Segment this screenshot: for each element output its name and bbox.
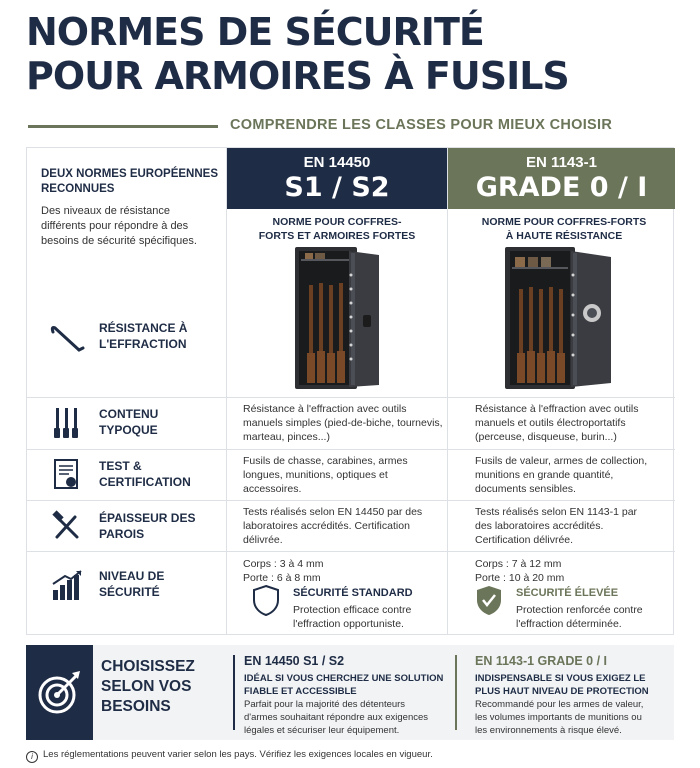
choose-s1-subheading: IDÉAL SI VOUS CHERCHEZ UNE SOLUTION FIABLE ET ACCESSIBLE bbox=[244, 673, 444, 697]
choose-s1-text: Parfait pour la majorité des détenteurs d'armes souhaitant répondre aux exigences légales et sécuriser leur équipement. bbox=[244, 699, 429, 736]
intro-text: Des niveaux de résistance différents pour répondre à des besoins de sécurité spécifiques. bbox=[41, 205, 197, 247]
page-subtitle: COMPRENDRE LES CLASSES POUR MIEUX CHOISIR bbox=[230, 117, 613, 133]
column-header-en14450 bbox=[227, 148, 447, 209]
column-grade: S1 / S2 bbox=[284, 172, 390, 203]
choose-icon-box bbox=[26, 645, 93, 740]
gun-safe-grade-image bbox=[501, 245, 617, 393]
crowbar-icon bbox=[49, 322, 85, 356]
row-label-epaisseur: ÉPAISSEUR DES PAROIS bbox=[99, 511, 196, 541]
shield-outline-icon bbox=[252, 584, 280, 616]
choose-g0-heading: EN 1143-1 GRADE 0 / I bbox=[475, 654, 608, 668]
info-icon: i bbox=[26, 751, 38, 763]
gun-safe-s1-image bbox=[289, 245, 385, 393]
separator bbox=[455, 655, 457, 730]
cell-s1-contenu: Résistance à l'effraction avec outils manuels simples (pied-de-biche, tournevis, marteau, pinces...) bbox=[243, 403, 443, 443]
security-elevee-title: SÉCURITÉ ÉLEVÉE bbox=[516, 587, 619, 599]
cell-s1-test: Fusils de chasse, carabines, armes longues, munitions, optiques et accessoires. bbox=[243, 455, 408, 495]
row-divider bbox=[27, 449, 675, 450]
security-standard-text: Protection efficace contre l'effraction opportuniste. bbox=[293, 604, 412, 630]
row-divider bbox=[27, 397, 675, 398]
row-divider bbox=[27, 500, 675, 501]
choose-s1-heading: EN 14450 S1 / S2 bbox=[244, 654, 345, 668]
security-elevee-text: Protection renforcée contre l'effraction déterminée. bbox=[516, 604, 643, 630]
subtitle-rule bbox=[28, 125, 218, 128]
choose-g0-text: Recommandé pour les armes de valeur, les volumes importants de munitions ou les environnements à risque élevé. bbox=[475, 699, 644, 736]
column-divider bbox=[226, 148, 227, 634]
page-title bbox=[26, 10, 676, 98]
separator bbox=[233, 655, 235, 730]
footer-text: Les réglementations peuvent varier selon les pays. Vérifiez les exigences locales en vigueur. bbox=[43, 749, 433, 760]
row-label-niveau: NIVEAU DE SÉCURITÉ bbox=[99, 569, 165, 599]
cell-g0-test: Fusils de valeur, armes de collection, munitions en grande quantité, documents sensibles. bbox=[475, 455, 648, 495]
title-line-1: NORMES DE SÉCURITÉ bbox=[26, 10, 484, 54]
footer-note bbox=[26, 749, 433, 763]
bar-chart-arrow-icon bbox=[49, 568, 85, 602]
column-header-en1143 bbox=[448, 148, 675, 209]
choose-title: CHOISISSEZ SELON VOS BESOINS bbox=[101, 658, 195, 715]
choose-g0-subheading: INDISPENSABLE SI VOUS EXIGEZ LE PLUS HAUT NIVEAU DE PROTECTION bbox=[475, 673, 649, 697]
target-arrow-icon bbox=[26, 645, 93, 740]
choose-section bbox=[26, 645, 674, 740]
rifles-icon bbox=[49, 406, 85, 440]
cell-s1-epaisseur: Tests réalisés selon EN 14450 par des laboratoires accrédités. Certification délivrée. bbox=[243, 506, 423, 546]
comparison-table bbox=[26, 147, 674, 635]
column-grade: GRADE 0 / I bbox=[475, 172, 648, 203]
intro-heading: DEUX NORMES EUROPÉENNES RECONNUES bbox=[41, 168, 219, 195]
certificate-icon bbox=[49, 458, 85, 492]
norm-description: NORME POUR COFFRES-FORTS ET ARMOIRES FORTES bbox=[258, 216, 416, 242]
shield-check-icon bbox=[475, 584, 503, 616]
row-label-test: TEST & CERTIFICATION bbox=[99, 459, 191, 489]
column-code: EN 1143-1 bbox=[526, 154, 597, 171]
row-divider bbox=[27, 551, 675, 552]
cell-s1-niveau: Corps : 3 à 4 mm Porte : 6 à 8 mm bbox=[243, 558, 324, 584]
cell-g0-contenu: Résistance à l'effraction avec outils manuels et outils électroportatifs (perceuse, disqueuse, burin...) bbox=[475, 403, 639, 443]
title-line-2: POUR ARMOIRES À FUSILS bbox=[26, 54, 569, 98]
cell-g0-epaisseur: Tests réalisés selon EN 1143-1 par des laboratoires accrédités. Certification délivrée. bbox=[475, 506, 638, 546]
row-label-resistance: RÉSISTANCE À L'EFFRACTION bbox=[99, 321, 188, 351]
hammer-wrench-icon bbox=[49, 509, 85, 543]
column-code: EN 14450 bbox=[303, 154, 371, 171]
security-standard-title: SÉCURITÉ STANDARD bbox=[293, 587, 413, 599]
column-divider bbox=[447, 148, 448, 634]
norm-description: NORME POUR COFFRES-FORTS À HAUTE RÉSISTANCE bbox=[481, 216, 647, 242]
row-label-contenu: CONTENU TYPOQUE bbox=[99, 407, 159, 437]
cell-g0-niveau: Corps : 7 à 12 mm Porte : 10 à 20 mm bbox=[475, 558, 565, 584]
